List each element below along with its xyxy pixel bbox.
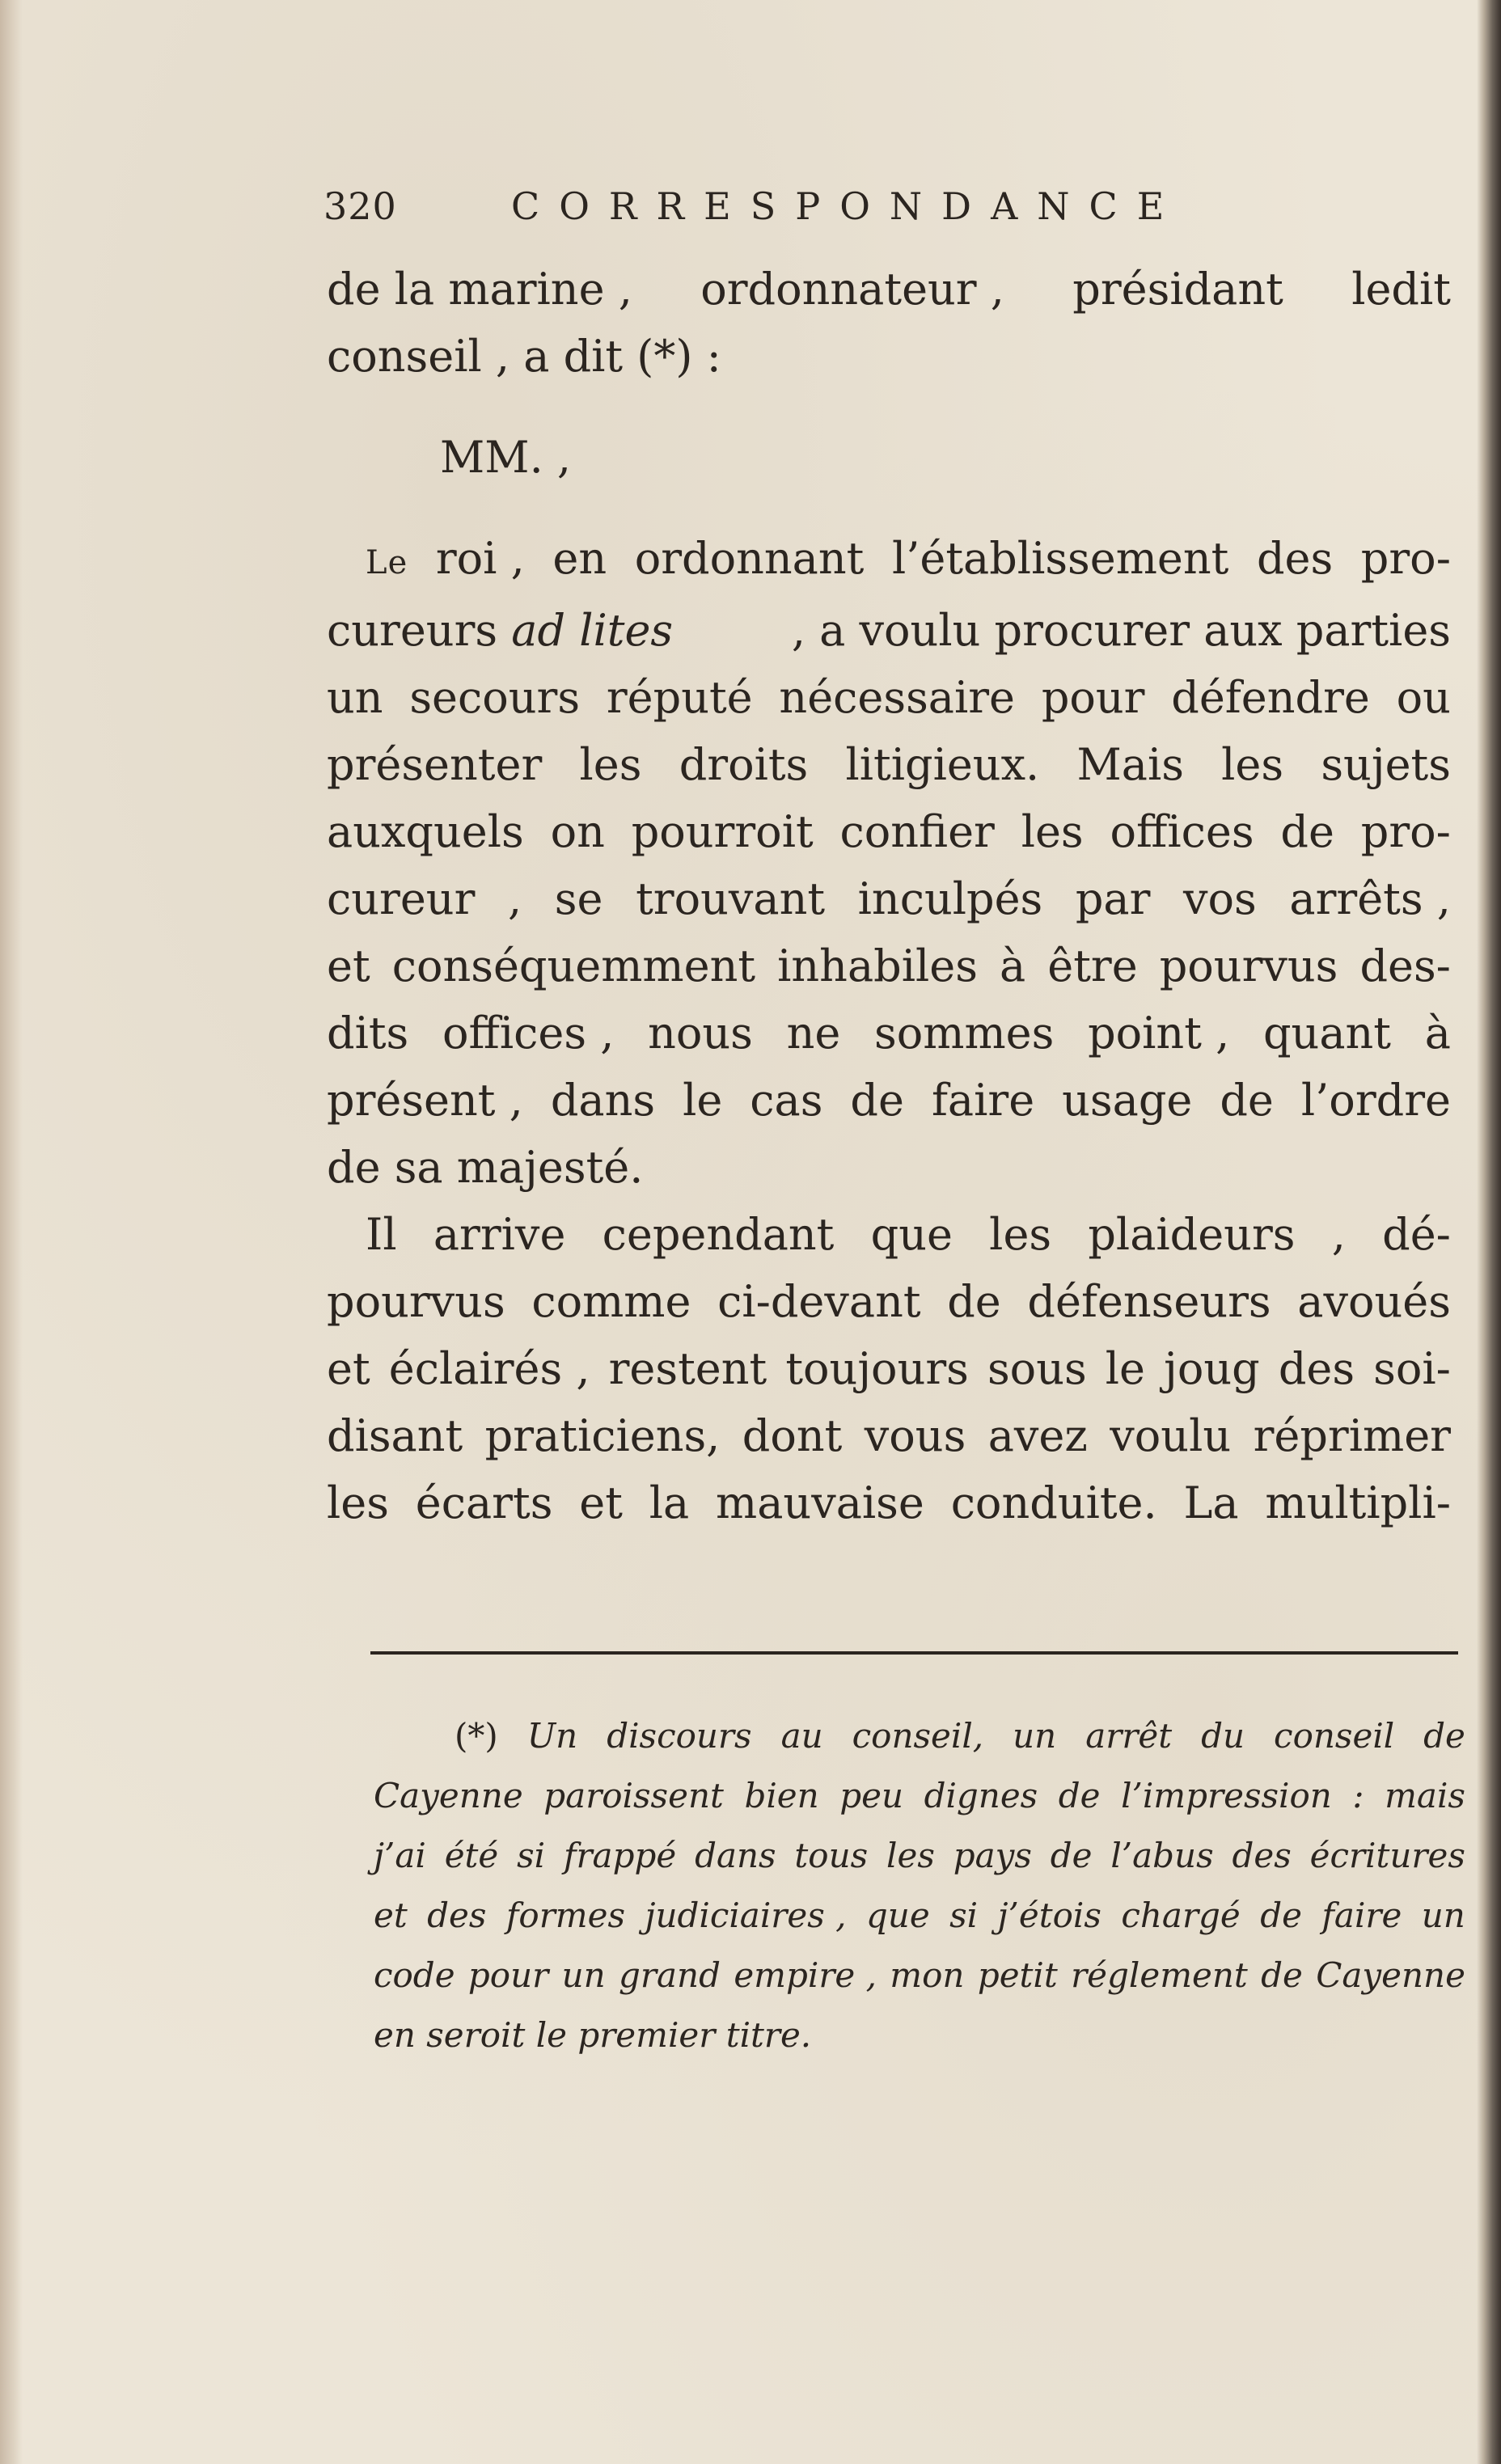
word: offices: [1110, 806, 1254, 857]
word: si: [949, 1896, 979, 1935]
word: être: [1047, 940, 1138, 991]
word: sommes: [874, 1008, 1055, 1059]
page-edge: [1477, 0, 1501, 2464]
word: litigieux.: [845, 739, 1040, 790]
word: les: [579, 739, 642, 790]
word: le: [1105, 1343, 1146, 1394]
word: arrêts ,: [1289, 873, 1451, 924]
word: l’impression: [1121, 1776, 1332, 1815]
word: se: [554, 873, 603, 924]
word: de: [1058, 1776, 1101, 1815]
word: secours: [409, 672, 581, 723]
word: au: [780, 1716, 823, 1756]
running-head: [323, 184, 1318, 235]
word: mon: [890, 1955, 965, 1995]
word: usage: [1062, 1075, 1193, 1126]
word: réglement: [1071, 1955, 1248, 1995]
word: vous: [864, 1410, 966, 1461]
word: les: [886, 1836, 935, 1875]
word: nous: [648, 1008, 753, 1059]
text-run-b: , a voulu procurer aux parties: [791, 605, 1451, 656]
text-line: [327, 1134, 1451, 1201]
word: pro-: [1360, 533, 1451, 584]
word: défendre: [1171, 672, 1370, 723]
word: l’abus: [1110, 1836, 1214, 1875]
word: les: [1221, 739, 1284, 790]
word: conséquemment: [391, 940, 756, 991]
word: formes: [505, 1896, 626, 1935]
italic-run: ad lites: [511, 605, 674, 656]
word: avoués: [1297, 1276, 1451, 1327]
footnote-line: [374, 1826, 1465, 1886]
spacer: [327, 390, 1451, 424]
word: empire ,: [734, 1955, 877, 1995]
small-caps-word: Le: [366, 544, 408, 581]
text-line: [327, 256, 1451, 323]
word: cependant: [602, 1209, 835, 1260]
word: Cayenne: [374, 1776, 523, 1815]
word: toujours: [785, 1343, 969, 1394]
footnote-line: [374, 1766, 1465, 1826]
text-run: [327, 597, 673, 664]
word: ci-devant: [717, 1276, 921, 1327]
word: de la marine ,: [327, 264, 632, 315]
word: pour: [467, 1955, 549, 1995]
footnote-marker: (*): [455, 1716, 498, 1756]
word: réprimer: [1253, 1410, 1451, 1461]
text-line: [327, 932, 1451, 1000]
word: été: [444, 1836, 499, 1875]
word: un: [327, 672, 383, 723]
word: pro-: [1360, 806, 1451, 857]
word: j’étois: [997, 1896, 1101, 1935]
word: que: [870, 1209, 953, 1260]
word: mauvaise: [716, 1477, 924, 1528]
word: peu: [839, 1776, 904, 1815]
footnote-line: [374, 2005, 1465, 2065]
word: ou: [1396, 672, 1451, 723]
word: disant: [327, 1410, 463, 1461]
word: un: [1421, 1896, 1465, 1935]
word: des-: [1359, 940, 1451, 991]
word: dignes: [924, 1776, 1038, 1815]
word: dits: [327, 1008, 409, 1059]
word: dé-: [1382, 1209, 1451, 1260]
word: du: [1201, 1716, 1245, 1756]
word: éclairés ,: [388, 1343, 590, 1394]
word: le: [683, 1075, 723, 1126]
text-run: [366, 525, 408, 597]
word: trouvant: [636, 873, 826, 924]
word: ledit: [1351, 264, 1451, 315]
word: Cayenne: [1316, 1955, 1465, 1995]
word: arrive: [433, 1209, 566, 1260]
word: cureur: [327, 873, 476, 924]
page-gutter: [0, 0, 23, 2464]
word: on: [550, 806, 605, 857]
word: vos: [1183, 873, 1257, 924]
word: ,: [508, 873, 522, 924]
word: que: [865, 1896, 930, 1935]
word: défenseurs: [1027, 1276, 1271, 1327]
word: joug: [1164, 1343, 1260, 1394]
text-run: de sa majesté.: [327, 1142, 644, 1193]
word: j’ai: [374, 1836, 426, 1875]
word: auxquels: [327, 806, 524, 857]
word: sous: [987, 1343, 1087, 1394]
word: de: [1423, 1716, 1465, 1756]
word: comme: [531, 1276, 691, 1327]
body-text: [327, 256, 1451, 1536]
word: conseil: [1274, 1716, 1395, 1756]
word: La: [1183, 1477, 1239, 1528]
word: et: [579, 1477, 623, 1528]
word: point ,: [1088, 1008, 1230, 1059]
word: sujets: [1321, 739, 1451, 790]
word: dans: [695, 1836, 776, 1875]
word: confier: [839, 806, 995, 857]
word: pour: [1041, 672, 1145, 723]
text-run: conseil , a dit (*) :: [327, 331, 721, 382]
footnote-line: [374, 1706, 1465, 1766]
word: discours: [607, 1716, 752, 1756]
word: des: [1232, 1836, 1292, 1875]
text-line: [327, 731, 1451, 798]
footnote-rule: [370, 1651, 1458, 1655]
salutation: [327, 424, 1451, 491]
word: pourvus: [1159, 940, 1338, 991]
word: écarts: [415, 1477, 553, 1528]
word: des: [1278, 1343, 1355, 1394]
word: de: [1280, 806, 1334, 857]
word: ,: [1331, 1209, 1346, 1260]
text-run: MM. ,: [440, 432, 572, 483]
word: inhabiles: [777, 940, 978, 991]
word: ordonnateur ,: [700, 264, 1004, 315]
word: praticiens,: [484, 1410, 721, 1461]
word: faire: [931, 1075, 1035, 1126]
word: la: [649, 1477, 690, 1528]
word: ordonnant: [634, 533, 865, 584]
text-line: [327, 664, 1451, 731]
word: mais: [1385, 1776, 1465, 1815]
word: nécessaire: [779, 672, 1016, 723]
word: des: [427, 1896, 487, 1935]
word: avez: [987, 1410, 1088, 1461]
text-line: [327, 1402, 1451, 1469]
text-line: [327, 865, 1451, 932]
text-line: [327, 1335, 1451, 1402]
word: quant: [1262, 1008, 1391, 1059]
word: grand: [619, 1955, 721, 1995]
word: :: [1352, 1776, 1364, 1815]
word: cas: [750, 1075, 823, 1126]
word: et: [374, 1896, 408, 1935]
page-number: 320: [323, 184, 397, 228]
word: petit: [977, 1955, 1058, 1995]
word: les: [989, 1209, 1052, 1260]
text-line: [327, 1469, 1451, 1536]
word: faire: [1321, 1896, 1402, 1935]
word: roi ,: [435, 533, 525, 584]
word: à: [1424, 1008, 1451, 1059]
word: de: [850, 1075, 904, 1126]
word: à: [999, 940, 1026, 991]
text-line: [327, 323, 1451, 390]
word: un: [1013, 1716, 1057, 1756]
word: judiciaires ,: [645, 1896, 847, 1935]
text-run-a: cureurs: [327, 605, 498, 656]
text-line: [327, 1000, 1451, 1067]
word: arrêt: [1085, 1716, 1173, 1756]
word: code: [374, 1955, 455, 1995]
word: et: [327, 1343, 370, 1394]
text-line: [327, 597, 1451, 664]
footnote: [374, 1706, 1465, 2065]
word: pourroit: [631, 806, 814, 857]
word: de: [1261, 1955, 1303, 1995]
text-run: en seroit le premier titre.: [374, 2015, 812, 2055]
word: l’établissement: [891, 533, 1229, 584]
word: pourvus: [327, 1276, 505, 1327]
word: paroissent: [543, 1776, 724, 1815]
paragraph-first-line: [327, 525, 1451, 597]
word: ne: [786, 1008, 841, 1059]
word: des: [1256, 533, 1334, 584]
word: plaideurs: [1088, 1209, 1296, 1260]
word: par: [1075, 873, 1151, 924]
word: et: [327, 940, 370, 991]
running-title: CORRESPONDANCE: [511, 184, 1184, 228]
word: tous: [794, 1836, 869, 1875]
word: offices ,: [442, 1008, 615, 1059]
word: Un: [526, 1716, 578, 1756]
word: droits: [679, 739, 809, 790]
text-line: [327, 1067, 1451, 1134]
word: de: [1220, 1075, 1274, 1126]
word: en: [552, 533, 607, 584]
text-line: [327, 1268, 1451, 1335]
word: voulu: [1110, 1410, 1232, 1461]
word: conseil,: [852, 1716, 984, 1756]
spacer: [327, 491, 1451, 525]
word: si: [517, 1836, 546, 1875]
word: de: [1260, 1896, 1302, 1935]
word: dans: [550, 1075, 656, 1126]
word: chargé: [1121, 1896, 1241, 1935]
text-line: [327, 798, 1451, 865]
word: frappé: [563, 1836, 677, 1875]
word: dont: [742, 1410, 843, 1461]
word: présenter: [327, 739, 543, 790]
word: inculpés: [857, 873, 1043, 924]
paragraph-first-line: [327, 1201, 1451, 1268]
word: écritures: [1309, 1836, 1465, 1875]
word: soi-: [1373, 1343, 1451, 1394]
word: pays: [953, 1836, 1032, 1875]
word: un: [561, 1955, 606, 1995]
word: présidant: [1072, 264, 1283, 315]
word: restent: [608, 1343, 767, 1394]
word: Mais: [1076, 739, 1184, 790]
word: de: [1050, 1836, 1093, 1875]
word: de: [947, 1276, 1001, 1327]
word: Il: [366, 1209, 397, 1260]
word: bien: [744, 1776, 819, 1815]
word: l’ordre: [1300, 1075, 1451, 1126]
word: les: [327, 1477, 389, 1528]
word: réputé: [606, 672, 753, 723]
footnote-line: [374, 1946, 1465, 2005]
word: les: [1021, 806, 1084, 857]
word: présent ,: [327, 1075, 523, 1126]
footnote-line: [374, 1886, 1465, 1946]
word: conduite.: [950, 1477, 1157, 1528]
word: multipli-: [1265, 1477, 1451, 1528]
